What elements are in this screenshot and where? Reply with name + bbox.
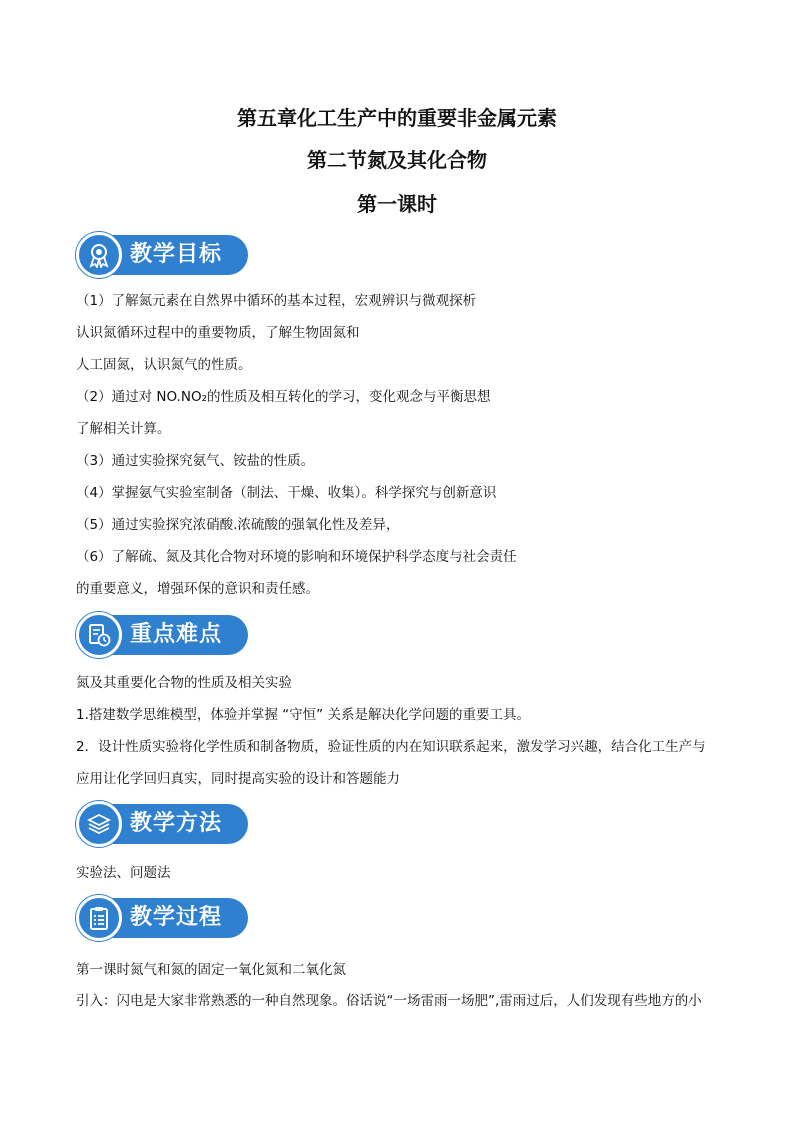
banner-goals (76, 232, 252, 278)
goal-line: （2）通过对 NO.NO₂的性质及相互转化的学习，变化观念与平衡思想 (76, 389, 491, 405)
goal-line: 人工固氮，认识氮气的性质。 (76, 357, 252, 373)
goal-line: （5）通过实验探究浓硝酸.浓硫酸的强氧化性及差异， (76, 517, 400, 533)
goal-line: （1）了解氮元素在自然界中循环的基本过程，宏观辨识与微观探析 (76, 293, 477, 309)
banner-keypoints (76, 612, 252, 658)
goal-line: （6）了解硫、氮及其化合物对环境的影响和环境保护科学态度与社会责任 (76, 549, 517, 565)
banner-process-label: 教学过程 (130, 905, 223, 930)
document-clock-icon (86, 622, 112, 648)
goal-line: 的重要意义，增强环保的意识和责任感。 (76, 581, 319, 597)
goal-line: 了解相关计算。 (76, 421, 171, 437)
chapter-title: 第五章化工生产中的重要非金属元素 (237, 106, 557, 130)
method-line: 实验法、问题法 (76, 865, 171, 881)
keypoint-line: 应用让化学回归真实，同时提高实验的设计和答题能力 (76, 771, 400, 787)
keypoint-line: 2．设计性质实验将化学性质和制备物质，验证性质的内在知识联系起来，激发学习兴趣，结合化工生产与 (76, 739, 706, 755)
banner-keypoints-label: 重点难点 (130, 622, 223, 647)
lesson-title: 第一课时 (357, 192, 437, 216)
goal-line: 认识氮循环过程中的重要物质，了解生物固氮和 (76, 325, 360, 341)
banner-methods-label: 教学方法 (130, 811, 223, 836)
process-line: 引入：闪电是大家非常熟悉的一种自然现象。俗话说“一场雷雨一场肥”,雷雨过后，人们发现有些地方的小 (76, 993, 702, 1009)
stacked-books-icon (86, 811, 112, 837)
section-title: 第二节氮及其化合物 (307, 148, 487, 172)
banner-goals-label: 教学目标 (130, 242, 223, 267)
banner-methods (76, 801, 252, 847)
keypoint-line: 氮及其重要化合物的性质及相关实验 (76, 675, 292, 691)
goal-line: （3）通过实验探究氨气、铵盐的性质。 (76, 453, 315, 469)
award-ribbon-icon (86, 242, 112, 268)
goal-line: （4）掌握氨气实验室制备（制法、干燥、收集）。科学探究与创新意识 (76, 485, 497, 501)
banner-process (76, 895, 252, 941)
clipboard-checklist-icon (86, 905, 112, 931)
process-line: 第一课时氮气和氮的固定一氧化氮和二氧化氮 (76, 962, 346, 978)
keypoint-line: 1.搭建数学思维模型，体验并掌握 “守恒” 关系是解决化学问题的重要工具。 (76, 707, 530, 723)
